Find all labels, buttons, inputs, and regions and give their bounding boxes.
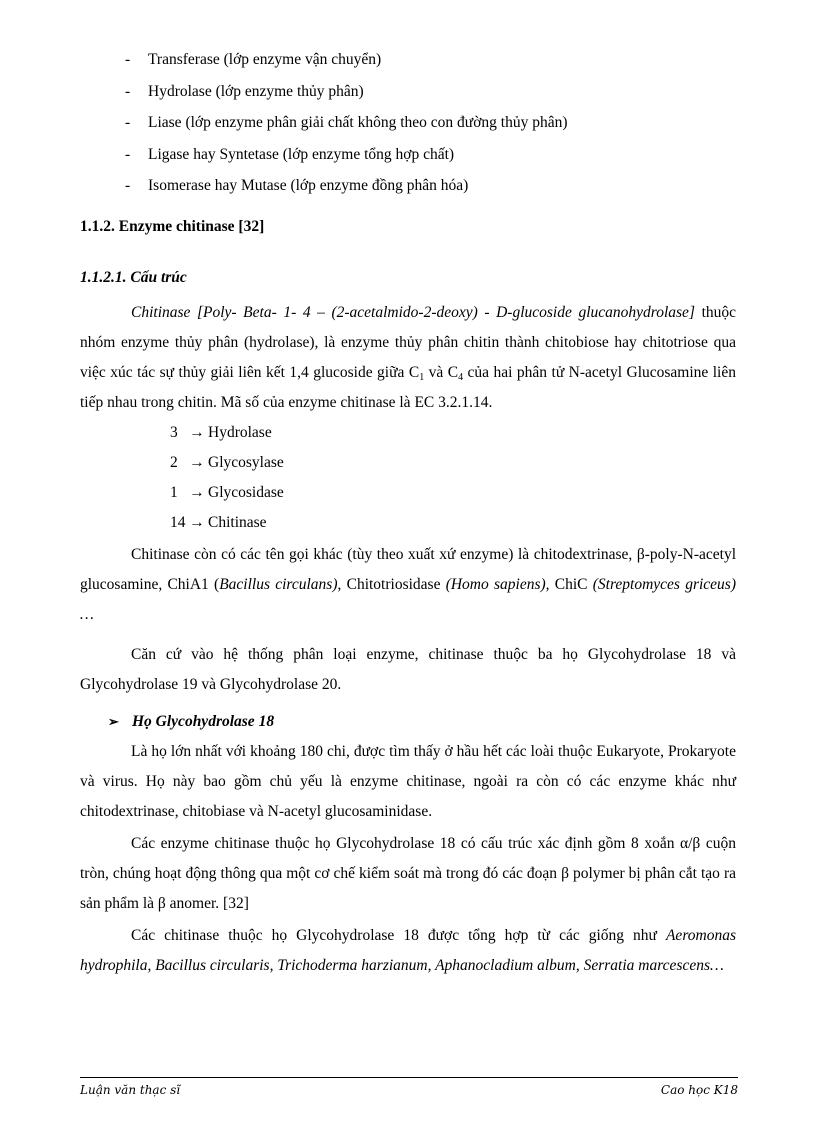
list-item: 3 → Hydrolase [170,418,284,448]
family-paragraph-1: Là họ lớn nhất với khoảng 180 chi, được tìm thấy ở hầu hết các loài thuộc Eukaryote, Prokaryote và virus. Họ này bao gồm chủ yếu là enzyme chitinase, ngoài ra còn có các enzyme khác như chitodextrinase, chitobiase và N-acetyl glucosaminidase. [80,743,736,820]
list-item: - Liase (lớp enzyme phân giải chất không theo con đường thủy phân) [125,107,725,139]
ec-code-list [170,418,284,538]
family-paragraph-3: Các chitinase thuộc họ Glycohydrolase 18 được tổng hợp từ các giống như Aeromonas hydrophila, Bacillus circularis, Trichoderma harzianum, Aphanocladium album, Serratia marcescens… [80,927,736,974]
list-item: 14 → Chitinase [170,508,284,538]
enzyme-class-list [125,44,725,202]
list-item: - Hydrolase (lớp enzyme thủy phân) [125,76,725,108]
right-arrow-icon: → [189,514,205,531]
bullet-dash: - [125,51,131,68]
list-item: - Ligase hay Syntetase (lớp enzyme tổng hợp chất) [125,139,725,171]
section-heading: 1.1.2. Enzyme chitinase [32] [80,218,265,235]
right-arrow-icon: → [189,454,205,471]
footer-right-text: Cao học K18 [660,1083,738,1097]
bullet-dash: - [125,177,131,195]
subsection-heading: 1.1.2.1. Cấu trúc [80,269,187,286]
classification-paragraph: Căn cứ vào hệ thống phân loại enzyme, chitinase thuộc ba họ Glycohydrolase 18 và Glycohydrolase 19 và Glycohydrolase 20. [80,646,736,693]
list-item: - Transferase (lớp enzyme vận chuyển) [125,44,725,76]
list-item: 2 → Glycosylase [170,448,284,478]
intro-paragraph: Chitinase [Poly- Beta- 1- 4 – (2-acetalmido-2-deoxy) - D-glucoside glucanohydrolase] thuộc nhóm enzyme thủy phân (hydrolase), là enzyme thủy phân chitin thành chitobiose hay chitotriose qua việc xúc tác sự thủy giải liên kết 1,4 glucoside giữa $C_1$ và $C_4$ của hai phân tử N-acetyl Glucosamine liên tiếp nhau trong chitin. Mã số của enzyme chitinase là EC 3.2.1.14. [80,304,737,411]
right-arrow-icon: → [189,484,205,501]
list-item: 1 → Glycosidase [170,478,284,508]
footer-divider [80,1077,738,1078]
list-item: - Isomerase hay Mutase (lớp enzyme đồng phân hóa) [125,170,725,202]
bullet-dash: - [125,145,131,163]
footer-left-text: Luận văn thạc sĩ [80,1083,181,1097]
bullet-dash: - [125,82,131,100]
family-paragraph-2: Các enzyme chitinase thuộc họ Glycohydrolase 18 có cấu trúc xác định gồm 8 xoắn α/β cuộn tròn, chúng hoạt động thông qua một cơ chế kiểm soát mà trong đó các đoạn β polymer bị phân cắt tạo ra sản phẩm là β anomer. [32] [80,835,736,912]
family-heading: ➢ Họ Glycohydrolase 18 [108,707,274,737]
right-arrow-icon: → [189,424,205,441]
arrow-bullet-icon: ➢ [108,714,119,729]
bullet-dash: - [125,114,131,132]
other-names-paragraph: Chitinase còn có các tên gọi khác (tùy theo xuất xứ enzyme) là chitodextrinase, β-poly-N-acetyl glucosamine, ChiA1 (Bacillus circulans), Chitotriosidase (Homo sapiens), ChiC (Streptomyces griceus) … [80,546,736,623]
